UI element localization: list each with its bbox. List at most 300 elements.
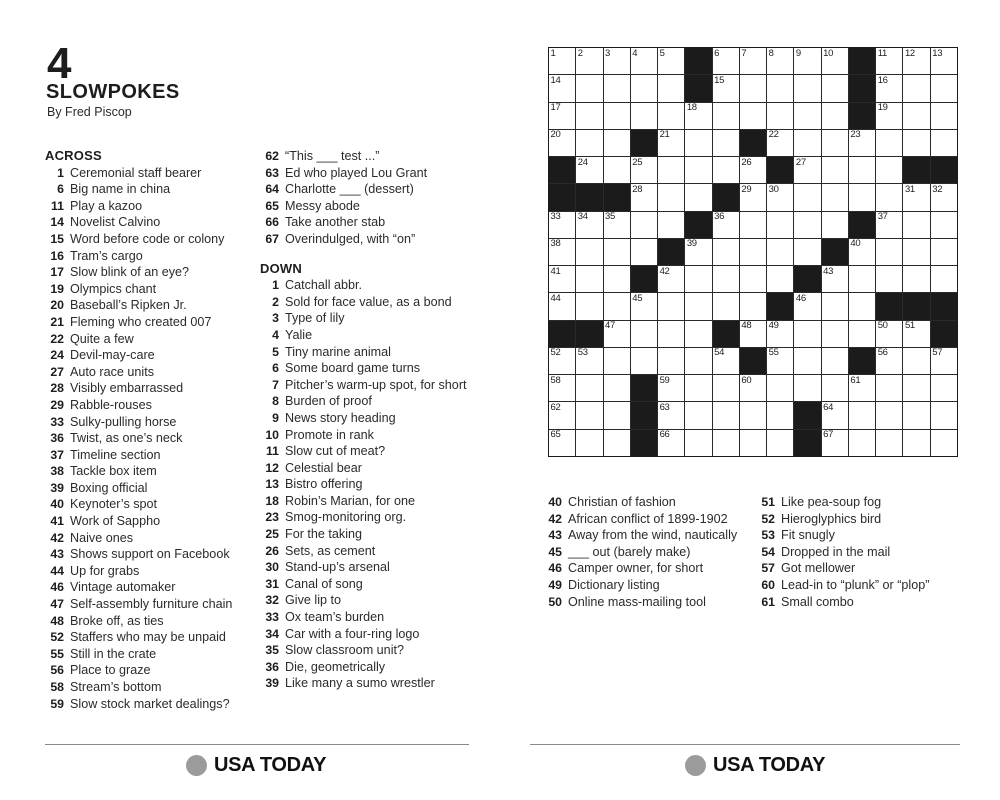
grid-black-square [549, 321, 575, 347]
grid-cell-number: 2 [577, 47, 583, 59]
clue-item [260, 198, 475, 215]
clue-item [260, 181, 475, 198]
clue-text: Olympics chant [70, 281, 157, 296]
clue-text: Big name in china [70, 182, 171, 197]
clue-text: Fit snugly [781, 528, 835, 543]
grid-cell [631, 48, 657, 74]
clue-text: Naive ones [70, 530, 134, 545]
clue-item [540, 577, 752, 594]
grid-cell [931, 212, 957, 238]
grid-black-square [931, 321, 957, 347]
usatoday-circle-icon [186, 755, 207, 776]
clue-number: 60 [761, 577, 775, 592]
grid-cell [849, 430, 875, 456]
clue-number: 32 [265, 593, 279, 608]
clue-item [45, 530, 256, 547]
clue-item [753, 494, 965, 511]
clue-text: Tram’s cargo [70, 248, 143, 263]
usatoday-circle-icon [685, 755, 706, 776]
down-clue-list-continued [540, 494, 752, 610]
clue-item [45, 248, 256, 265]
grid-cell-number: 18 [686, 102, 697, 114]
clue-number: 47 [50, 597, 64, 612]
grid-cell-number: 57 [932, 347, 943, 359]
clue-text: Boxing official [70, 480, 148, 495]
grid-cell [658, 130, 684, 156]
clue-text: Away from the wind, nautically [568, 528, 738, 543]
grid-black-square [903, 157, 929, 183]
grid-cell [685, 430, 711, 456]
grid-cell [931, 130, 957, 156]
grid-black-square [903, 293, 929, 319]
clue-text: Take another stab [285, 215, 386, 230]
grid-cell [931, 430, 957, 456]
grid-cell [631, 75, 657, 101]
clue-item [45, 480, 256, 497]
clue-text: Slow cut of meat? [285, 444, 386, 459]
grid-cell-number: 61 [850, 374, 861, 386]
grid-cell-number: 37 [877, 211, 888, 223]
grid-cell [849, 293, 875, 319]
grid-cell [794, 375, 820, 401]
grid-cell-number: 59 [659, 374, 670, 386]
clue-item [45, 414, 256, 431]
clue-text: Dictionary listing [568, 577, 660, 592]
clue-item [540, 511, 752, 528]
grid-cell [576, 348, 602, 374]
grid-cell [576, 402, 602, 428]
grid-cell-number: 45 [632, 292, 643, 304]
grid-cell [903, 48, 929, 74]
clue-item [753, 577, 965, 594]
grid-cell [794, 48, 820, 74]
grid-cell [740, 75, 766, 101]
grid-cell [903, 375, 929, 401]
grid-cell [822, 266, 848, 292]
clue-number: 43 [548, 528, 562, 543]
grid-cell [685, 184, 711, 210]
grid-cell [713, 430, 739, 456]
grid-cell [604, 402, 630, 428]
grid-cell-number: 26 [741, 156, 752, 168]
clue-number: 9 [272, 410, 279, 425]
clue-number: 39 [265, 676, 279, 691]
grid-cell [604, 48, 630, 74]
grid-cell [822, 430, 848, 456]
clue-text: Camper owner, for short [568, 561, 704, 576]
grid-cell [903, 130, 929, 156]
grid-cell [794, 293, 820, 319]
grid-cell-number: 54 [714, 347, 725, 359]
grid-cell [767, 48, 793, 74]
clue-item [540, 560, 752, 577]
grid-cell-number: 41 [550, 265, 561, 277]
clue-number: 63 [265, 165, 279, 180]
grid-cell [903, 266, 929, 292]
grid-cell [876, 103, 902, 129]
clue-text: Overindulged, with “on” [285, 231, 416, 246]
grid-cell [767, 321, 793, 347]
grid-cell [740, 157, 766, 183]
clue-item [540, 527, 752, 544]
grid-black-square [794, 430, 820, 456]
usatoday-logo-right [685, 754, 825, 777]
clue-number: 44 [50, 563, 64, 578]
grid-cell [604, 321, 630, 347]
grid-cell [576, 48, 602, 74]
grid-black-square [794, 266, 820, 292]
grid-black-square [685, 75, 711, 101]
clue-number: 22 [50, 331, 64, 346]
grid-cell-number: 5 [659, 47, 665, 59]
clue-number: 62 [265, 149, 279, 163]
grid-cell [658, 212, 684, 238]
clue-item [260, 427, 475, 444]
grid-cell [576, 157, 602, 183]
clue-text: Online mass-mailing tool [568, 594, 706, 609]
clue-text: Ceremonial staff bearer [70, 165, 202, 180]
grid-cell [849, 130, 875, 156]
grid-cell [604, 375, 630, 401]
grid-cell [685, 375, 711, 401]
grid-cell [740, 239, 766, 265]
clue-text: Robin’s Marian, for one [285, 493, 415, 508]
clue-text: Ox team’s burden [285, 610, 385, 625]
clue-text: Slow blink of an eye? [70, 265, 190, 280]
grid-cell [903, 430, 929, 456]
grid-black-square [876, 293, 902, 319]
clue-item [45, 513, 256, 530]
clue-text: Broke off, as ties [70, 613, 164, 628]
grid-cell-number: 33 [550, 211, 561, 223]
grid-cell [794, 103, 820, 129]
clue-text: Celestial bear [285, 460, 363, 475]
grid-cell [931, 239, 957, 265]
grid-cell [658, 402, 684, 428]
grid-cell [767, 212, 793, 238]
clue-number: 17 [50, 265, 64, 280]
grid-cell-number: 36 [714, 211, 725, 223]
grid-cell [876, 348, 902, 374]
clue-number: 67 [265, 231, 279, 246]
grid-cell [822, 103, 848, 129]
clue-number: 10 [265, 427, 279, 442]
grid-cell [713, 212, 739, 238]
grid-cell [903, 239, 929, 265]
clue-text: Sets, as cement [285, 543, 376, 558]
grid-cell [549, 375, 575, 401]
grid-cell-number: 39 [686, 238, 697, 250]
left-page [45, 39, 475, 725]
grid-cell [604, 103, 630, 129]
clue-item [260, 231, 475, 248]
clue-item [45, 447, 256, 464]
grid-cell [658, 75, 684, 101]
grid-cell [849, 266, 875, 292]
grid-cell [822, 48, 848, 74]
grid-cell [822, 348, 848, 374]
clue-text: News story heading [285, 410, 396, 425]
grid-cell-number: 3 [605, 47, 611, 59]
clue-text: Got mellower [781, 561, 856, 576]
grid-cell [576, 266, 602, 292]
clue-item [260, 165, 475, 182]
grid-cell-number: 49 [768, 320, 779, 332]
grid-cell [685, 239, 711, 265]
clue-number: 5 [272, 344, 279, 359]
grid-cell [931, 266, 957, 292]
grid-cell [794, 75, 820, 101]
grid-cell-number: 62 [550, 401, 561, 413]
grid-cell-number: 58 [550, 374, 561, 386]
clue-item [260, 592, 475, 609]
clue-item [45, 397, 256, 414]
clue-item [260, 675, 475, 692]
grid-cell-number: 29 [741, 183, 752, 195]
footer-rule-left [45, 744, 469, 745]
grid-cell [631, 184, 657, 210]
grid-cell-number: 8 [768, 47, 774, 59]
clue-text: “This ___ test ...” [285, 149, 380, 163]
grid-cell [767, 239, 793, 265]
clue-number: 8 [272, 394, 279, 409]
grid-cell [903, 321, 929, 347]
grid-black-square [713, 321, 739, 347]
clue-number: 39 [50, 480, 64, 495]
clue-number: 38 [50, 464, 64, 479]
clue-text: Lead-in to “plunk” or “plop” [781, 577, 930, 592]
grid-cell-number: 6 [714, 47, 720, 59]
clue-item [45, 629, 256, 646]
grid-cell [767, 130, 793, 156]
clue-text: Visibly embarrassed [70, 381, 184, 396]
grid-black-square [658, 239, 684, 265]
clue-number: 31 [265, 576, 279, 591]
grid-cell [876, 402, 902, 428]
grid-cell [767, 103, 793, 129]
grid-cell-number: 12 [904, 47, 915, 59]
grid-black-square [849, 212, 875, 238]
grid-cell [876, 375, 902, 401]
grid-cell [604, 430, 630, 456]
footer-rule-right [530, 744, 960, 745]
grid-cell [876, 75, 902, 101]
grid-cell-number: 64 [823, 401, 834, 413]
clue-item [45, 198, 256, 215]
clue-text: Give lip to [285, 593, 341, 608]
grid-cell [740, 293, 766, 319]
clue-text: For the taking [285, 527, 363, 542]
grid-cell [658, 103, 684, 129]
clue-item [260, 609, 475, 626]
grid-cell [713, 48, 739, 74]
clue-text: Twist, as one’s neck [70, 431, 183, 446]
clue-text: Auto race units [70, 364, 155, 379]
clue-text: Play a kazoo [70, 198, 143, 213]
grid-cell-number: 27 [795, 156, 806, 168]
grid-cell [876, 130, 902, 156]
clue-text: Promote in rank [285, 427, 374, 442]
grid-cell [549, 348, 575, 374]
grid-cell-number: 28 [632, 183, 643, 195]
grid-black-square [631, 130, 657, 156]
grid-black-square [849, 75, 875, 101]
grid-cell [822, 402, 848, 428]
grid-black-square [631, 375, 657, 401]
clue-number: 65 [265, 198, 279, 213]
grid-black-square [931, 157, 957, 183]
clue-text: Shows support on Facebook [70, 547, 230, 562]
clue-item [260, 659, 475, 676]
clue-number: 13 [265, 477, 279, 492]
clue-number: 3 [272, 311, 279, 326]
grid-cell [931, 103, 957, 129]
clue-item [45, 646, 256, 663]
grid-cell [658, 48, 684, 74]
clue-text: Slow stock market dealings? [70, 696, 230, 711]
clue-item [45, 380, 256, 397]
grid-cell-number: 51 [904, 320, 915, 332]
grid-cell [931, 75, 957, 101]
grid-cell [822, 293, 848, 319]
grid-cell-number: 35 [605, 211, 615, 223]
grid-cell-number: 9 [795, 47, 801, 59]
grid-cell [822, 184, 848, 210]
grid-cell [658, 321, 684, 347]
down-clue-list-col-a [540, 494, 752, 610]
clue-number: 36 [265, 659, 279, 674]
clue-text: Messy abode [285, 198, 360, 213]
across-clue-list-continued [260, 148, 475, 248]
grid-cell [604, 239, 630, 265]
clue-text: Yalie [285, 327, 313, 342]
clue-number: 48 [50, 613, 64, 628]
clue-number: 50 [548, 594, 562, 609]
grid-black-square [576, 184, 602, 210]
clue-number: 6 [272, 361, 279, 376]
grid-cell [794, 184, 820, 210]
clue-number: 42 [548, 511, 562, 526]
crossword-grid [548, 47, 958, 457]
grid-cell [631, 212, 657, 238]
clue-text: Hieroglyphics bird [781, 511, 882, 526]
grid-cell [849, 375, 875, 401]
clue-text: Pitcher’s warm-up spot, for short [285, 377, 467, 392]
grid-cell-number: 23 [850, 129, 861, 141]
grid-cell [713, 239, 739, 265]
grid-cell [794, 321, 820, 347]
clue-number: 16 [50, 248, 64, 263]
grid-black-square [631, 266, 657, 292]
grid-cell-number: 63 [659, 401, 670, 413]
grid-cell [604, 266, 630, 292]
grid-cell [903, 103, 929, 129]
grid-cell [685, 293, 711, 319]
clue-number: 12 [265, 460, 279, 475]
grid-cell [604, 348, 630, 374]
grid-cell [713, 75, 739, 101]
clue-item [45, 231, 256, 248]
clue-text: Baseball’s Ripken Jr. [70, 298, 187, 313]
grid-cell [549, 239, 575, 265]
clue-item [753, 594, 965, 611]
clue-item [45, 546, 256, 563]
grid-cell [549, 212, 575, 238]
grid-cell [931, 348, 957, 374]
clue-text: Bistro offering [285, 477, 363, 492]
clue-number: 40 [548, 495, 562, 509]
clue-text: African conflict of 1899-1902 [568, 511, 728, 526]
clue-number: 42 [50, 530, 64, 545]
grid-cell [685, 402, 711, 428]
grid-black-square [685, 212, 711, 238]
grid-cell [767, 375, 793, 401]
puzzle-title: SLOWPOKES [46, 81, 180, 103]
grid-cell [740, 103, 766, 129]
down-clue-list-continued-2 [753, 494, 965, 610]
grid-cell [903, 402, 929, 428]
grid-cell [876, 48, 902, 74]
clue-item [260, 393, 475, 410]
grid-cell-number: 30 [768, 183, 779, 195]
grid-black-square [794, 402, 820, 428]
grid-cell [876, 321, 902, 347]
grid-cell [740, 266, 766, 292]
grid-cell [576, 293, 602, 319]
grid-black-square [549, 184, 575, 210]
grid-cell [576, 430, 602, 456]
usatoday-logo-text: USA TODAY [713, 754, 826, 776]
clue-number: 23 [265, 510, 279, 525]
clue-text: Like pea-soup fog [781, 495, 882, 509]
clue-item [260, 344, 475, 361]
clue-text: Some board game turns [285, 361, 421, 376]
grid-cell [576, 239, 602, 265]
grid-cell-number: 15 [714, 74, 725, 86]
grid-cell-number: 4 [632, 47, 638, 59]
grid-black-square [631, 402, 657, 428]
grid-cell-number: 67 [823, 429, 834, 441]
grid-cell [658, 348, 684, 374]
grid-cell [549, 75, 575, 101]
grid-cell-number: 42 [659, 265, 670, 277]
grid-cell [849, 184, 875, 210]
grid-cell [713, 402, 739, 428]
grid-cell [794, 157, 820, 183]
grid-cell [685, 130, 711, 156]
clue-item [260, 360, 475, 377]
grid-cell [631, 321, 657, 347]
clue-item [753, 560, 965, 577]
grid-cell-number: 7 [741, 47, 747, 59]
clue-number: 18 [265, 493, 279, 508]
grid-black-square [685, 48, 711, 74]
grid-cell [631, 293, 657, 319]
grid-cell-number: 10 [823, 47, 834, 59]
grid-cell-number: 40 [850, 238, 861, 250]
puzzle-byline: By Fred Piscop [47, 105, 132, 119]
grid-cell [713, 157, 739, 183]
clue-item [260, 559, 475, 576]
clue-text: Catchall abbr. [285, 278, 363, 293]
grid-cell [794, 130, 820, 156]
grid-cell-number: 25 [632, 156, 643, 168]
clue-number: 26 [265, 543, 279, 558]
grid-cell-number: 32 [932, 183, 943, 195]
grid-cell [876, 266, 902, 292]
grid-black-square [576, 321, 602, 347]
grid-cell-number: 14 [550, 74, 561, 86]
